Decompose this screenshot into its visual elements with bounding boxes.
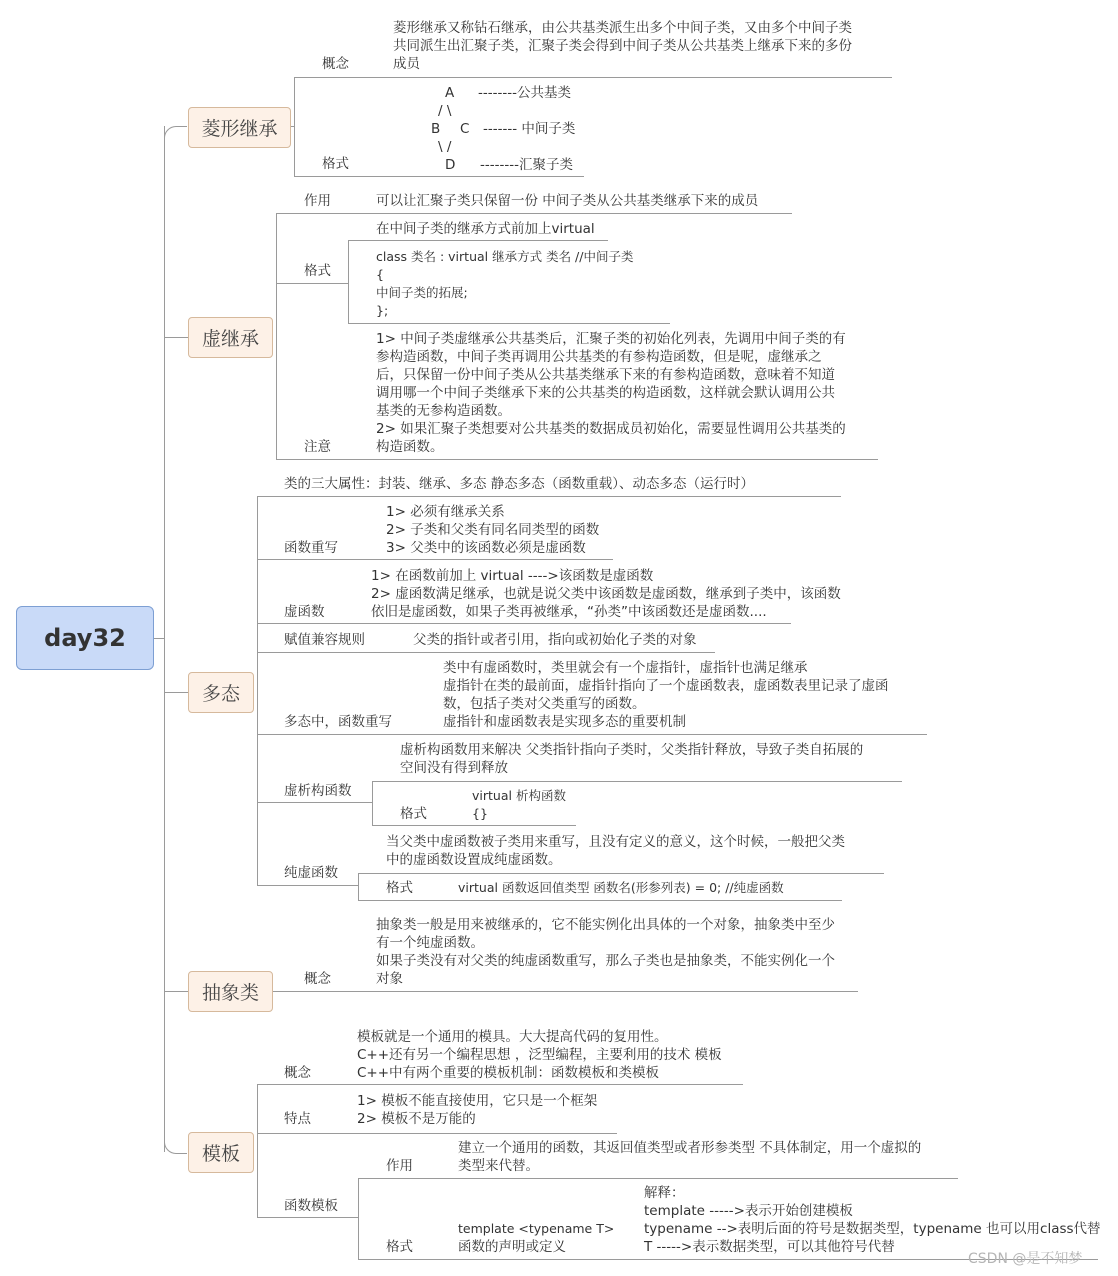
poly-override-line-2: 2> 子类和父类有同名同类型的函数 [386,522,600,538]
poly-pure-line-2: 中的虚函数设置成纯虚函数。 [386,852,562,868]
poly-vfunc-line-2: 2> 虚函数满足继承，也就是说父类中该函数是虚函数，继承到子类中，该函数 [371,586,841,602]
diamond-node-a: A [445,85,455,101]
diamond-concept-label: 概念 [322,56,349,72]
virtual-note-line-1: 1> 中间子类虚继承公共基类后，汇聚子类的初始化列表，先调用中间子类的有 [376,331,846,347]
abstract-concept-line-1: 抽象类一般是用来被继承的，它不能实例化出具体的一个对象，抽象类中至少 [376,917,835,933]
template-role-label: 作用 [386,1158,413,1174]
poly-override-line-3: 3> 父类中的该函数必须是虚函数 [386,540,586,556]
diamond-slash-top: / \ [438,103,452,119]
poly-header: 类的三大属性：封装、继承、多态 静态多态（函数重载）、动态多态（运行时） [284,476,755,492]
template-func-line [257,1217,359,1218]
template-explain-2: template ----->表示开始创建模板 [644,1203,853,1219]
diamond-bracket [294,78,295,177]
poly-vdtor-format-line [372,825,576,826]
diamond-concept-line-2: 共同派生出汇聚子类，汇聚子类会得到中间子类从公共基类上继承下来的多份 [393,38,852,54]
poly-override2-label: 多态中，函数重写 [284,714,392,730]
topic-virtual-inheritance[interactable]: 虚继承 [188,317,273,358]
poly-vdtor-line-1: 虚析构函数用来解决 父类指针指向子类时，父类指针释放，导致子类自拓展的 [400,742,864,758]
poly-override-line-1: 1> 必须有继承关系 [386,504,505,520]
diamond-note-bc: ------- 中间子类 [483,121,576,137]
poly-vfunc-line-1: 1> 在函数前加上 virtual ---->该函数是虚函数 [371,568,654,584]
poly-vdtor-format-code-2: {} [472,806,488,821]
poly-pure-format-code: virtual 函数返回值类型 函数名(形参列表) = 0; //纯虚函数 [458,880,784,895]
virtual-note-line-7: 构造函数。 [376,439,444,455]
poly-override2-line-1: 类中有虚函数时，类里就会有一个虚指针，虚指针也满足继承 [443,660,808,676]
virtual-format-line [276,283,348,284]
template-feature-line-2: 2> 模板不是万能的 [357,1111,476,1127]
template-concept-line-2: C++还有另一个编程思想 ，泛型编程，主要利用的技术 模板 [357,1047,722,1063]
template-role-line-1: 建立一个通用的函数，其返回值类型或者形参类型 不具体制定，用一个虚拟的 [458,1140,922,1156]
poly-pure-format-label: 格式 [386,880,413,896]
virtual-bracket [276,213,277,460]
poly-pure-line [257,885,359,886]
virtual-format-code-1: class 类名 : virtual 继承方式 类名 //中间子类 [376,249,634,264]
virtual-note-line-6: 2> 如果汇聚子类想要对公共基类的数据成员初始化，需要显性调用公共基类的 [376,421,846,437]
template-func-label: 函数模板 [284,1198,338,1214]
poly-override2-line-2: 虚指针在类的最前面，虚指针指向了一个虚函数表，虚函数表里记录了虚函 [443,678,889,694]
template-format-code-1: template <typename T> [458,1221,615,1236]
virtual-note-line-4: 调用哪一个中间子类继承下来的公共基类的构造函数，这样就会默认调用公共 [376,385,835,401]
virtual-format-code-2: { [376,267,384,282]
poly-vdtor-format-label: 格式 [400,806,427,822]
virtual-format-label: 格式 [304,263,331,279]
template-concept-line [257,1084,743,1085]
abstract-concept-line-3: 如果子类没有对父类的纯虚函数重写，那么子类也是抽象类，不能实例化一个 [376,953,835,969]
abstract-concept-label: 概念 [304,971,331,987]
virtual-note-line-3: 后，只保留一份中间子类从公共基类继承下来的有参构造函数，意味着不知道 [376,367,835,383]
poly-vfunc-line-3: 依旧是虚函数，如果子类再被继承，“孙类”中该函数还是虚函数.... [371,604,767,620]
virtual-format-code-4: }; [376,303,389,318]
root-connector [154,638,164,639]
diamond-node-c: C [460,121,470,137]
poly-pure-format-line [358,900,842,901]
diamond-node-d: D [445,157,456,173]
template-feature-line [257,1133,617,1134]
poly-pure-sub [358,873,359,901]
virtual-format-code-3: 中间子类的拓展; [376,285,468,300]
poly-override2-line-3: 数，包括子类对父类重写的函数。 [443,696,646,712]
poly-pure-text-line [358,873,884,874]
poly-override-label: 函数重写 [284,540,338,556]
template-feature-line-1: 1> 模板不能直接使用，它只是一个框架 [357,1093,598,1109]
template-format-code-2: 函数的声明或定义 [458,1239,566,1255]
diamond-concept-line-3: 成员 [393,56,420,72]
template-explain-4: T ----->表示数据类型，可以其他符号代替 [644,1239,895,1255]
poly-vdtor-sub [372,781,373,826]
poly-vdtor-line-2: 空间没有得到释放 [400,760,508,776]
topic-abstract-class[interactable]: 抽象类 [188,971,273,1012]
virtual-role-text: 可以让汇聚子类只保留一份 中间子类从公共基类继承下来的成员 [376,193,759,209]
template-explain-3: typename -->表明后面的符号是数据类型，typename 也可以用class代替 [644,1221,1101,1237]
diamond-concept-line-1: 菱形继承又称钻石继承，由公共基类派生出多个中间子类，又由多个中间子类 [393,20,852,36]
abstract-concept-line-4: 对象 [376,971,403,987]
diamond-note-a: --------公共基类 [478,85,571,101]
template-feature-label: 特点 [284,1111,311,1127]
trunk-bracket [164,126,187,1154]
virtual-note-line-5: 基类的无参构造函数。 [376,403,511,419]
poly-vdtor-text-line [372,781,902,782]
template-explain-1: 解释： [644,1185,685,1201]
template-concept-label: 概念 [284,1065,311,1081]
poly-vfunc-label: 虚函数 [284,604,325,620]
trunk-tick-poly [164,692,188,693]
poly-vfunc-line [257,623,791,624]
template-concept-line-1: 模板就是一个通用的模具。大大提高代码的复用性。 [357,1029,668,1045]
root-node[interactable]: day32 [16,606,154,670]
topic-template[interactable]: 模板 [188,1132,254,1173]
poly-bracket [257,496,258,886]
template-concept-line-3: C++中有两个重要的模板机制：函数模板和类模板 [357,1065,660,1081]
template-role-line-2: 类型来代替。 [458,1158,539,1174]
poly-assign-label: 赋值兼容规则 [284,632,365,648]
diamond-note-d: --------汇聚子类 [480,157,573,173]
poly-assign-text: 父类的指针或者引用，指向或初始化子类的对象 [413,632,697,648]
poly-header-line [257,496,841,497]
poly-assign-line [257,652,715,653]
diamond-format-line [294,176,584,177]
template-bracket [257,1084,258,1218]
poly-pure-line-1: 当父类中虚函数被子类用来重写，且没有定义的意义，这个时候，一般把父类 [386,834,845,850]
topic-diamond-inheritance[interactable]: 菱形继承 [188,107,291,148]
poly-override2-line [257,734,927,735]
diamond-node-b: B [431,121,441,137]
template-func-sub [358,1178,359,1260]
abstract-concept-line-2: 有一个纯虚函数。 [376,935,484,951]
diamond-format-label: 格式 [322,156,349,172]
template-format-label: 格式 [386,1239,413,1255]
poly-vdtor-line [257,802,373,803]
diamond-concept-line [294,77,892,78]
diamond-slash-bottom: \ / [438,139,452,155]
poly-override-line [257,559,613,560]
trunk-tick-virtual [164,337,188,338]
trunk-tick-abstract [164,991,188,992]
topic-polymorphism[interactable]: 多态 [188,672,254,713]
virtual-role-line [276,213,792,214]
virtual-note-line-2: 参构造函数，中间子类再调用公共基类的有参构造函数，但是呢，虚继承之 [376,349,822,365]
poly-vdtor-format-code-1: virtual 析构函数 [472,788,566,803]
virtual-format-intro-line [348,240,608,241]
virtual-format-sub [348,240,349,324]
virtual-note-line [276,459,878,460]
poly-override2-line-4: 虚指针和虚函数表是实现多态的重要机制 [443,714,686,730]
virtual-format-intro: 在中间子类的继承方式前加上virtual [376,221,595,237]
abstract-line [272,991,858,992]
template-role-line [358,1178,958,1179]
virtual-role-label: 作用 [304,193,331,209]
poly-pure-label: 纯虚函数 [284,865,338,881]
poly-vdtor-label: 虚析构函数 [284,783,352,799]
virtual-format-code-line [348,323,670,324]
watermark: CSDN @是不知梦 [968,1251,1083,1267]
virtual-note-label: 注意 [304,439,331,455]
